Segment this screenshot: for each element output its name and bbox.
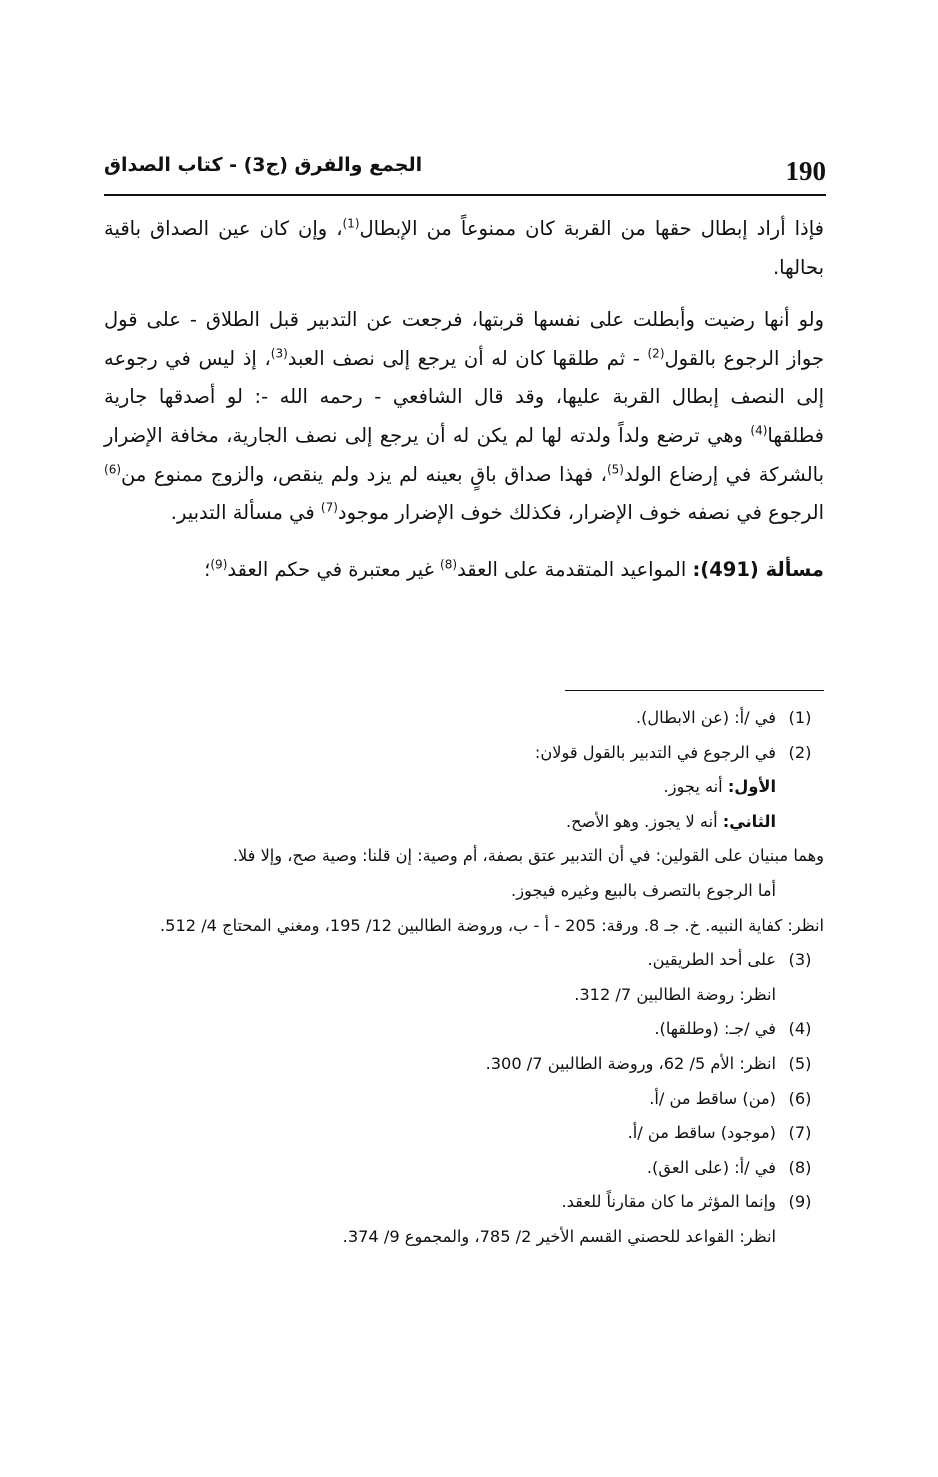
footnote-number: (9) (788, 1192, 812, 1212)
footnote-text: انظر: روضة الطالبين 7/ 312. (574, 984, 776, 1004)
footnote-text: في الرجوع في التدبير بالقول قولان: (534, 742, 776, 762)
footnote-1 (104, 701, 824, 736)
footnote-text: في /أ: (على العق). (646, 1157, 776, 1177)
footnote-ref-6: (6) (104, 462, 122, 477)
main-text (104, 210, 824, 589)
footnote-number: (1) (788, 708, 812, 727)
paragraph-1: فإذا أراد إبطال حقها من القربة كان ممنوعاً من الإبطال$^{(1)}$، وإن كان عين الصداق باقية بحالها. (104, 216, 824, 279)
paragraph-2: ولو أنها رضيت وأبطلت على نفسها قربتها، فرجعت عن التدبير قبل الطلاق - على قول جواز الرجوع بالقول$^{(2)}$ - ثم طلقها كان له أن يرجع إلى نصف العبد$^{(3)}$، إذ ليس في رجوعه إلى النصف إبطال القربة عليها، وقد قال الشافعي - رحمه الله -: لو أصدقها جارية فطلقها$^{(4)}$ وهي ترضع ولداً ولدته لها لم يكن له أن يرجع إلى نصف الجارية، مخافة الإضرار بالشركة في إرضاع الولد$^{(5)}$، فهذا صداق باقٍ بعينه لم يزد ولم ينقص، والزوج ممنوع من$^{(6)}$ الرجوع في نصفه خوف الإضرار، فكذلك خوف الإضرار موجود$^{(7)}$ في مسألة التدبير. (104, 308, 825, 525)
footnote-text: (من) ساقط من /أ. (649, 1088, 776, 1108)
footnotes (104, 701, 824, 1255)
footnote-text: انظر: كفاية النبيه. خ. جـ 8. ورقة: 205 - أ - ب، وروضة الطالبين 12/ 195، ومغني المحتاج 4/ 512. (160, 915, 824, 935)
footnote-ref-8: (8) (440, 557, 458, 572)
footnote-number: (3) (788, 950, 812, 970)
footnote-9 (104, 1185, 824, 1254)
footnote-text: أما الرجوع بالتصرف بالبيع وغيره فيجوز. (511, 880, 776, 900)
footnote-number: (8) (788, 1157, 812, 1177)
footnote-ref-1: (1) (342, 216, 360, 231)
footnote-5 (104, 1047, 824, 1082)
footnote-ref-9: (9) (210, 557, 228, 572)
footnote-number: (5) (788, 1053, 812, 1073)
footnote-number: (4) (788, 1019, 812, 1039)
footnote-6 (104, 1082, 824, 1117)
footnote-3 (104, 943, 824, 1012)
footnote-text: وإنما المؤثر ما كان مقارناً للعقد. (561, 1192, 776, 1212)
footnote-text: انظر: القواعد للحصني القسم الأخير 2/ 785، والمجموع 9/ 374. (342, 1226, 776, 1246)
footnote-text: وهما مبنيان على القولين: في أن التدبير عتق بصفة، أم وصية: إن قلنا: وصية صح، وإلا فلا. (232, 846, 824, 866)
page-number: 190 (785, 156, 826, 186)
running-title: الجمع والفرق (ج3) - كتاب الصداق (104, 154, 423, 176)
footnote-text: انظر: الأم 5/ 62، وروضة الطالبين 7/ 300. (485, 1053, 776, 1073)
footnote-4 (104, 1012, 824, 1047)
page-header (104, 150, 826, 190)
issue-label: مسألة (491): (692, 557, 824, 581)
footnote-ref-7: (7) (320, 500, 338, 515)
footnote-rule (565, 690, 824, 691)
footnote-text: في /أ: (عن الابطال). (635, 708, 776, 727)
footnote-text: على أحد الطريقين. (647, 950, 776, 970)
footnote-ref-2: (2) (647, 346, 665, 361)
footnote-8 (104, 1151, 824, 1186)
footnote-ref-3: (3) (270, 346, 288, 361)
footnote-text: في /جـ: (وطلقها). (654, 1019, 776, 1039)
footnote-7 (104, 1116, 824, 1151)
footnote-ref-4: (4) (750, 423, 768, 438)
footnote-number: (7) (788, 1123, 812, 1143)
footnote-2: (2) في الرجوع في التدبير بالقول قولان: الأول: أنه يجوز. الثاني: أنه لا يجوز. وهو الأصح. وهما مبنيان على القولين: في أن التدبير عتق بصفة، أم وصية: إن قلنا: وصية صح، وإلا فلا. أما الرجوع بالتصرف بالبيع وغيره فيجوز. انظر: كفاية النبيه. خ. جـ 8. ورقة: 205 - أ - ب، وروضة الطالبين 12/ 195، ومغني المحتاج 4/ 512. (104, 736, 824, 944)
footnote-number: (6) (788, 1088, 812, 1108)
footnote-text: (موجود) ساقط من /أ. (627, 1123, 776, 1143)
header-rule (104, 194, 826, 196)
issue-491: مسألة (491): المواعيد المتقدمة على العقد$^{(8)}$ غير معتبرة في حكم العقد$^{(9)}$؛ (204, 557, 824, 581)
footnote-ref-5: (5) (606, 462, 624, 477)
footnote-number: (2) (788, 742, 812, 762)
